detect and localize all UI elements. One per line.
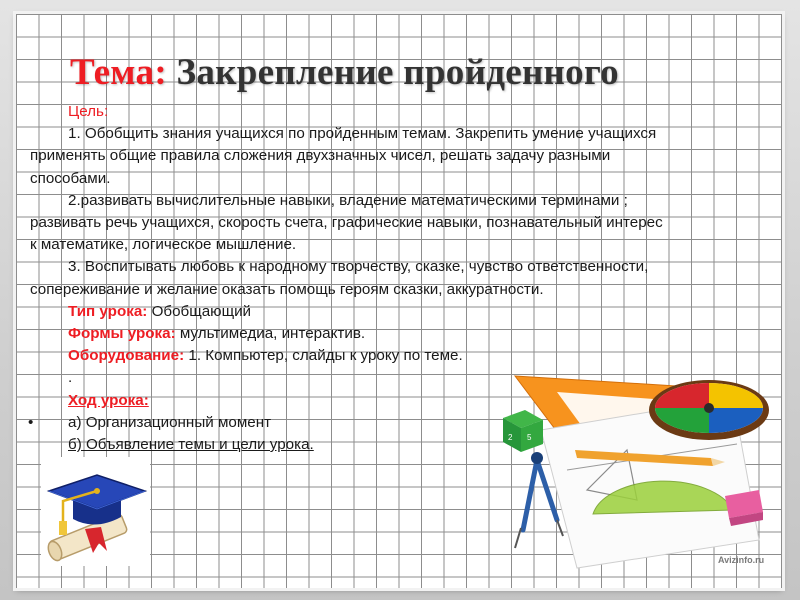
lesson-type-value: Обобщающий [151,302,252,320]
equipment [30,345,775,367]
school-supplies-illustration [497,370,777,570]
equipment-label: Оборудование: [68,347,185,365]
lesson-forms-value: мультимедиа, интерактив. [179,325,366,343]
lesson-type-label: Тип урока: [68,302,148,320]
svg-text:2: 2 [508,433,513,442]
goal-3-line-2: сопереживание и желание оказать помощь героям сказки, аккуратности. [30,280,544,298]
lesson-forms-label: Формы урока: [68,325,176,343]
goal-2-line-3: к математике, логическое мышление. [30,236,297,254]
goal-3-line-1: 3. Воспитывать любовь к народному творчеству, сказке, чувство ответственности, [68,258,649,276]
step-a-text: а) Организационный момент [68,413,272,431]
lesson-type [30,301,775,323]
lesson-forms [30,323,775,345]
goal-2-line-1: 2.развивать вычислительные навыки, владение математическими терминами ; [68,191,628,209]
title-prefix: Тема: [70,52,167,93]
graduation-cap-icon [41,457,150,566]
equipment-value: 1. Компьютер, слайды к уроку по теме. [188,347,463,365]
goal-2-line-2: развивать речь учащихся, скорость счета, графические навыки, познавательный интерес [30,214,663,232]
course-label: Ход урока: [68,391,149,409]
bullet-marker: • [28,413,34,431]
step-b-text: б) Объявление темы и цели урока. [68,436,314,454]
page-title [70,51,619,94]
svg-text:5: 5 [527,433,532,442]
title-text: Закрепление пройденного [176,52,619,93]
goal-1-line-1: 1. Обобщить знания учащихся по пройденным темам. Закрепить умение учащихся [68,125,657,143]
goal-1-line-3: способами. [30,169,111,187]
watermark: Avizinfo.ru [718,555,765,565]
goal-1-line-2: применять общие правила сложения двухзначных чисел, решать задачу разными [30,147,611,165]
dot-line: . [68,369,73,387]
goal-label: Цель: [68,103,109,120]
